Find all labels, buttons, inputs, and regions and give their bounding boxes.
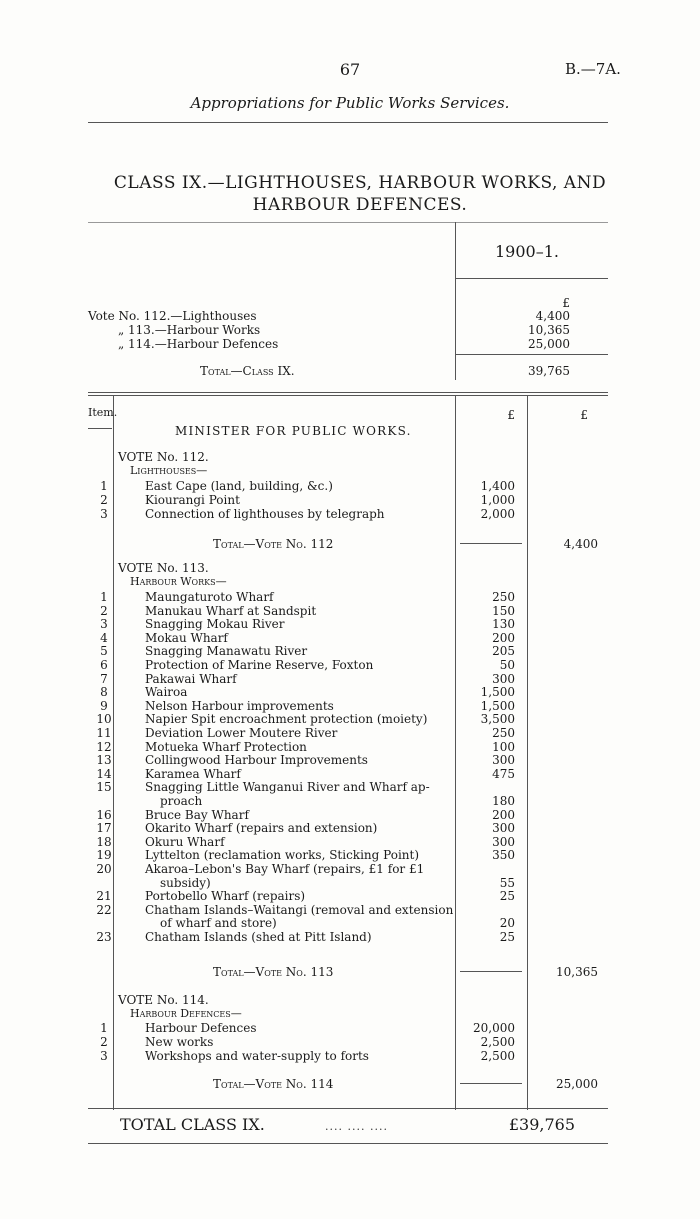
vote-113-total-rule	[460, 971, 522, 972]
vote-113-item-number: 13	[96, 753, 112, 768]
vote-113-item-number: 12	[96, 739, 112, 754]
vote-112-item-number: 3	[100, 507, 108, 522]
summary-vote-114: „ 114.—Harbour Defences	[118, 337, 279, 351]
vote-113-item-number: 3	[100, 617, 108, 632]
total-currency: £	[580, 408, 588, 422]
summary-vote-113-amount: 10,365	[528, 323, 570, 337]
vote-113-item-amount: 200	[492, 807, 515, 822]
vote-113-item-amount: 300	[492, 821, 515, 836]
grand-total-leader: .... .... ....	[325, 1120, 388, 1133]
summary-vote-112: Vote No. 112.—Lighthouses	[88, 309, 257, 323]
vote-113-item-description: Collingwood Harbour Improvements	[145, 753, 368, 768]
vote-113-item-description-continued: subsidy)	[160, 875, 211, 890]
vote-113-item-number: 20	[96, 862, 112, 876]
vote-113-item-number: 14	[96, 766, 112, 781]
detail-top-rule	[88, 392, 608, 393]
class-title-line1: CLASS IX.—LIGHTHOUSES, HARBOUR WORKS, AND	[113, 173, 607, 193]
summary-currency: £	[562, 296, 570, 310]
vote-113-item-description: Portobello Wharf (repairs)	[145, 889, 306, 904]
summary-column-divider	[455, 222, 456, 380]
vote-112-item-number: 1	[100, 479, 108, 493]
vote-112-item-amount: 2,000	[480, 507, 515, 522]
vote-113-item-description: Karamea Wharf	[145, 766, 241, 781]
vote-113-item-amount: 205	[492, 644, 515, 659]
total-column-divider	[527, 395, 528, 1110]
vote-113-item-description: Bruce Bay Wharf	[145, 807, 249, 822]
vote-114-item-number: 3	[100, 1049, 108, 1064]
item-header: Item.	[88, 406, 118, 419]
vote-113-item-number: 21	[96, 889, 112, 904]
vote-112-heading: VOTE No. 112.	[118, 450, 209, 464]
vote-113-subheading: Harbour Works—	[130, 575, 227, 588]
vote-113-item-amount: 300	[492, 671, 515, 686]
vote-113-item-amount: 25	[499, 889, 515, 904]
vote-113-item-description: Pakawai Wharf	[145, 671, 237, 686]
vote-113-item-amount: 25	[499, 930, 515, 944]
vote-113-item-number: 2	[100, 603, 108, 618]
vote-113-item-number: 8	[100, 685, 108, 700]
vote-113-item-description: Snagging Mokau River	[145, 617, 285, 632]
vote-113-item-description-continued: proach	[160, 794, 203, 808]
grand-total-label: TOTAL CLASS IX.	[120, 1115, 265, 1134]
vote-113-item-amount: 20	[499, 916, 515, 931]
vote-113-total-label: Total—Vote No. 113	[213, 965, 334, 979]
vote-113-item-description: Lyttelton (reclamation works, Sticking Point)	[145, 848, 420, 863]
vote-113-item-number: 9	[100, 698, 108, 713]
vote-112-subheading: Lighthouses—	[130, 464, 208, 477]
detail-bottom-rule	[88, 1108, 608, 1109]
vote-113-item-number: 5	[100, 644, 108, 659]
summary-total-label: Total—Class IX.	[200, 364, 295, 378]
vote-113-item-amount: 1,500	[480, 685, 515, 700]
vote-113-item-number: 11	[96, 726, 112, 740]
vote-113-item-amount: 300	[492, 834, 515, 849]
vote-112-total-amount: 4,400	[563, 537, 598, 551]
vote-113-item-number: 19	[96, 848, 112, 863]
vote-114-item-description: Workshops and water-supply to forts	[145, 1049, 369, 1064]
vote-113-item-description: Okuru Wharf	[145, 834, 225, 849]
vote-112-item-amount: 1,400	[480, 479, 515, 493]
vote-113-item-amount: 250	[492, 726, 515, 740]
summary-top-rule	[88, 222, 608, 223]
summary-subtotal-rule	[455, 354, 608, 355]
vote-114-subheading: Harbour Defences—	[130, 1007, 242, 1020]
vote-113-item-description: Nelson Harbour improvements	[145, 698, 334, 713]
vote-113-item-amount: 55	[499, 875, 515, 890]
vote-113-item-number: 7	[100, 671, 108, 686]
minister-heading: MINISTER FOR PUBLIC WORKS.	[175, 424, 412, 438]
vote-113-item-description: Wairoa	[145, 685, 188, 700]
vote-112-item-description: Connection of lighthouses by telegraph	[145, 507, 385, 522]
vote-113-item-description: Napier Spit encroachment protection (moiety)	[145, 712, 428, 727]
vote-113-item-amount: 180	[492, 794, 515, 808]
vote-112-item-number: 2	[100, 493, 108, 508]
vote-113-item-amount: 1,500	[480, 698, 515, 713]
vote-113-item-amount: 100	[492, 739, 515, 754]
year-rule	[455, 278, 608, 279]
vote-112-item-amount: 1,000	[480, 493, 515, 508]
vote-113-item-number: 15	[96, 780, 112, 795]
vote-113-item-number: 10	[96, 712, 112, 727]
vote-113-item-description: Mokau Wharf	[145, 630, 228, 645]
vote-113-item-description: Snagging Manawatu River	[145, 644, 308, 659]
vote-114-item-amount: 2,500	[480, 1035, 515, 1050]
summary-vote-113: „ 113.—Harbour Works	[118, 323, 261, 337]
vote-113-item-amount: 475	[492, 766, 515, 781]
class-title	[60, 172, 660, 216]
page-number: 67	[339, 60, 361, 79]
summary-year: 1900–1.	[495, 242, 559, 261]
vote-113-item-number: 16	[96, 807, 112, 822]
vote-113-item-number: 23	[96, 930, 112, 944]
class-title-line2: HARBOUR DEFENCES.	[252, 195, 468, 215]
vote-113-item-description: Manukau Wharf at Sandspit	[145, 603, 317, 618]
vote-114-heading: VOTE No. 114.	[118, 993, 209, 1007]
summary-vote-114-amount: 25,000	[528, 337, 570, 351]
vote-113-item-amount: 130	[492, 617, 515, 632]
detail-top-rule-2	[88, 395, 608, 396]
vote-113-item-amount: 350	[492, 848, 515, 863]
vote-114-item-amount: 2,500	[480, 1049, 515, 1064]
vote-113-item-number: 1	[100, 590, 108, 604]
vote-113-item-description: Chatham Islands (shed at Pitt Island)	[145, 930, 372, 944]
vote-113-item-number: 17	[96, 821, 112, 836]
vote-114-item-number: 1	[100, 1021, 108, 1035]
vote-113-item-number: 6	[100, 658, 108, 672]
vote-113-item-description: Maungaturoto Wharf	[145, 590, 274, 604]
vote-113-item-description: Snagging Little Wanganui River and Wharf ap-	[145, 780, 430, 795]
vote-113-item-description-continued: of wharf and store)	[160, 916, 277, 931]
vote-114-total-amount: 25,000	[556, 1077, 598, 1091]
vote-113-item-amount: 50	[499, 658, 515, 672]
item-header-rule	[88, 428, 112, 429]
page-subtitle: Appropriations for Public Works Services.	[190, 94, 510, 112]
vote-113-item-number: 4	[100, 630, 108, 645]
summary-vote-112-amount: 4,400	[535, 309, 570, 323]
vote-113-item-amount: 200	[492, 630, 515, 645]
vote-112-total-label: Total—Vote No. 112	[213, 537, 334, 551]
header-rule	[88, 122, 608, 123]
vote-113-item-number: 22	[96, 902, 112, 917]
vote-113-item-number: 18	[96, 834, 112, 849]
vote-113-item-description: Okarito Wharf (repairs and extension)	[145, 821, 378, 836]
vote-114-item-amount: 20,000	[473, 1021, 515, 1035]
vote-113-item-description: Deviation Lower Moutere River	[145, 726, 338, 740]
vote-112-total-rule	[460, 543, 522, 544]
grand-total-amount: £39,765	[508, 1115, 575, 1134]
summary-total-amount: 39,765	[528, 364, 570, 378]
vote-114-item-description: Harbour Defences	[145, 1021, 257, 1035]
vote-113-item-description: Protection of Marine Reserve, Foxton	[145, 658, 374, 672]
document-reference: B.—7A.	[565, 60, 621, 78]
vote-113-item-amount: 250	[492, 590, 515, 604]
vote-113-item-description: Motueka Wharf Protection	[145, 739, 307, 754]
vote-113-total-amount: 10,365	[556, 965, 598, 979]
vote-114-total-rule	[460, 1083, 522, 1084]
vote-113-item-amount: 3,500	[480, 712, 515, 727]
vote-112-item-description: East Cape (land, building, &c.)	[145, 479, 333, 493]
vote-113-item-description: Chatham Islands–Waitangi (removal and extension	[145, 902, 454, 917]
amount-currency: £	[507, 408, 515, 422]
vote-114-total-label: Total—Vote No. 114	[213, 1077, 334, 1091]
vote-113-item-amount: 150	[492, 603, 515, 618]
vote-114-item-number: 2	[100, 1035, 108, 1050]
footer-rule	[88, 1143, 608, 1144]
vote-112-item-description: Kiourangi Point	[145, 493, 240, 508]
vote-113-heading: VOTE No. 113.	[118, 561, 209, 575]
vote-113-item-amount: 300	[492, 753, 515, 768]
vote-114-item-description: New works	[145, 1035, 214, 1050]
vote-113-item-description: Akaroa–Lebon's Bay Wharf (repairs, £1 for £1	[145, 862, 425, 876]
